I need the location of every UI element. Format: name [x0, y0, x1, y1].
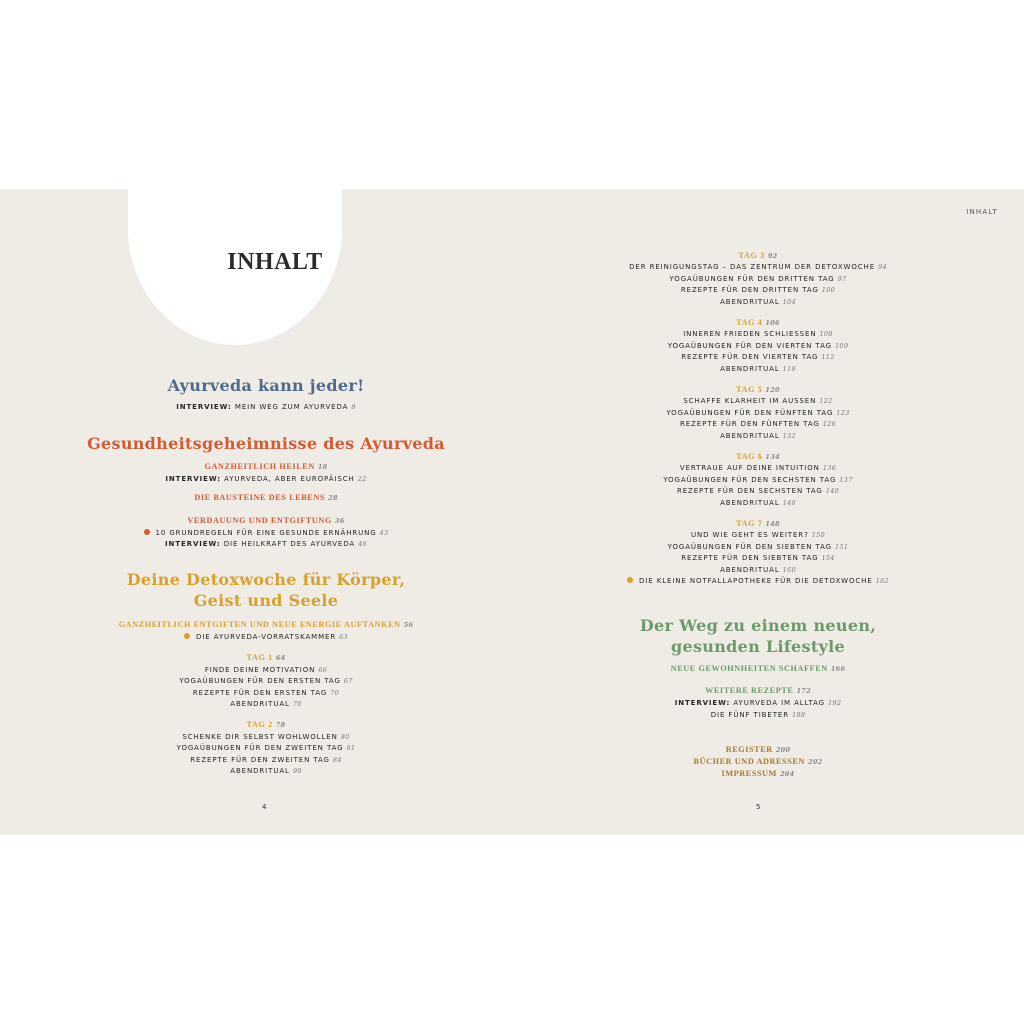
page-number-left: 4 [262, 803, 267, 811]
bullet-dot-icon [144, 529, 150, 535]
toc-entry: VERTRAUE AUF DEINE INTUITION 136 [679, 464, 837, 472]
toc-entry: REZEPTE FÜR DEN SECHSTEN TAG 140 [676, 487, 840, 495]
toc-entry: ABENDRITUAL 118 [720, 364, 796, 373]
book-spread [0, 189, 1024, 835]
day1-list [10, 665, 522, 711]
toc-entry: YOGAÜBUNGEN FÜR DEN ZWEITEN TAG 81 [176, 744, 356, 752]
toc-entry: YOGAÜBUNGEN FÜR DEN DRITTEN TAG 97 [669, 274, 847, 283]
section-detoxwoche [10, 569, 522, 778]
toc-day-heading: TAG 5 120 [736, 385, 780, 394]
toc-entry: REZEPTE FÜR DEN SIEBTEN TAG 154 [681, 554, 835, 562]
toc-entry: UND WIE GEHT ES WEITER? 150 [690, 531, 825, 539]
day4-list [502, 329, 1014, 375]
section-title-line2: Geist und Seele [193, 591, 339, 610]
toc-entry: REZEPTE FÜR DEN FÜNFTEN TAG 126 [679, 420, 837, 428]
section-days-3-7 [502, 250, 1014, 588]
toc-entry: DER REINIGUNGSTAG – DAS ZENTRUM DER DETOXWOCHE 94 [629, 263, 887, 271]
toc-entry: YOGAÜBUNGEN FÜR DEN SECHSTEN TAG 137 [663, 475, 853, 484]
left-page [10, 189, 522, 835]
section-title-line1: Der Weg zu einem neuen, [639, 616, 877, 635]
toc-entry: 10 GRUNDREGELN FÜR EINE GESUNDE ERNÄHRUNG 43 [10, 528, 522, 540]
bullet-dot-icon [627, 577, 633, 583]
toc-subheading: DIE BAUSTEINE DES LEBENS 28 [194, 492, 338, 502]
day3-list [502, 262, 1014, 308]
section-title: Gesundheitsgeheimnisse des Ayurveda [87, 434, 445, 453]
day6-list [502, 463, 1014, 509]
toc-entry: YOGAÜBUNGEN FÜR DEN SIEBTEN TAG 151 [667, 542, 849, 551]
toc-entry: DIE KLEINE NOTFALLAPOTHEKE FÜR DIE DETOXWOCHE 162 [502, 576, 1014, 588]
toc-entry: INNEREN FRIEDEN SCHLIESSEN 108 [683, 330, 833, 338]
section-title: Ayurveda kann jeder! [167, 376, 365, 395]
page-title: INHALT [227, 249, 323, 275]
section-ayurveda-kann-jeder [10, 375, 522, 414]
toc-entry: INTERVIEW: MEIN WEG ZUM AYURVEDA 8 [176, 403, 356, 411]
running-head: INHALT [966, 208, 998, 216]
toc-subheading: WEITERE REZEPTE 172 [705, 686, 811, 695]
toc-entry: REZEPTE FÜR DEN VIERTEN TAG 112 [681, 353, 835, 361]
toc-day-heading: TAG 1 64 [246, 652, 286, 662]
toc-entry: REZEPTE FÜR DEN DRITTEN TAG 100 [680, 286, 836, 294]
section-appendix [502, 744, 1014, 780]
toc-entry: ABENDRITUAL 132 [720, 431, 796, 440]
toc-day-heading: TAG 2 78 [246, 719, 286, 729]
toc-entry: DIE FÜNF TIBETER 198 [710, 710, 806, 719]
day5-list [502, 396, 1014, 442]
toc-entry: ABENDRITUAL 90 [230, 767, 302, 775]
section-lifestyle [502, 615, 1014, 721]
toc-subheading: REGISTER 200 [725, 745, 791, 754]
toc-subheading: NEUE GEWOHNHEITEN SCHAFFEN 166 [670, 664, 846, 673]
toc-entry: INTERVIEW: AYURVEDA IM ALLTAG 192 [674, 699, 842, 707]
toc-subheading: IMPRESSUM 204 [721, 769, 795, 778]
toc-subheading: VERDAUUNG UND ENTGIFTUNG 36 [187, 515, 345, 525]
toc-entry: REZEPTE FÜR DEN ZWEITEN TAG 84 [190, 755, 342, 764]
toc-entry: FINDE DEINE MOTIVATION 66 [204, 665, 328, 674]
toc-entry: ABENDRITUAL 160 [720, 565, 796, 574]
toc-entry: YOGAÜBUNGEN FÜR DEN ERSTEN TAG 67 [179, 677, 353, 685]
section-title-line2: gesunden Lifestyle [671, 637, 845, 656]
toc-entry: SCHAFFE KLARHEIT IM AUSSEN 122 [683, 397, 833, 405]
toc-entry: INTERVIEW: AYURVEDA, ABER EUROPÄISCH 22 [165, 475, 367, 483]
toc-entry: REZEPTE FÜR DEN ERSTEN TAG 70 [192, 688, 340, 697]
toc-day-heading: TAG 4 106 [736, 318, 780, 327]
toc-entry: SCHENKE DIR SELBST WOHLWOLLEN 80 [182, 732, 350, 741]
toc-entry: INTERVIEW: DIE HEILKRAFT DES AYURVEDA 46 [165, 540, 367, 548]
toc-entry: DIE AYURVEDA-VORRATSKAMMER 63 [10, 632, 522, 644]
toc-entry: ABENDRITUAL 104 [720, 297, 796, 306]
toc-entry: YOGAÜBUNGEN FÜR DEN FÜNFTEN TAG 123 [666, 408, 850, 417]
toc-day-heading: TAG 6 134 [736, 452, 780, 461]
bullet-dot-icon [184, 633, 190, 639]
day7-list [502, 530, 1014, 588]
page-number-right: 5 [756, 803, 761, 811]
section-title-line1: Deine Detoxwoche für Körper, [126, 570, 406, 589]
toc-entry: ABENDRITUAL 76 [230, 700, 302, 708]
toc-subheading: GANZHEITLICH ENTGIFTEN UND NEUE ENERGIE AUFTANKEN 56 [118, 620, 414, 629]
right-page [502, 189, 1014, 835]
toc-subheading: BÜCHER UND ADRESSEN 202 [693, 757, 823, 766]
toc-subheading: GANZHEITLICH HEILEN 18 [204, 462, 328, 471]
toc-entry: ABENDRITUAL 146 [720, 498, 796, 507]
toc-day-heading: TAG 3 92 [738, 251, 778, 260]
day2-list [10, 732, 522, 778]
section-gesundheitsgeheimnisse [10, 433, 522, 551]
toc-entry: YOGAÜBUNGEN FÜR DEN VIERTEN TAG 109 [667, 341, 849, 350]
toc-day-heading: TAG 7 148 [736, 519, 780, 528]
